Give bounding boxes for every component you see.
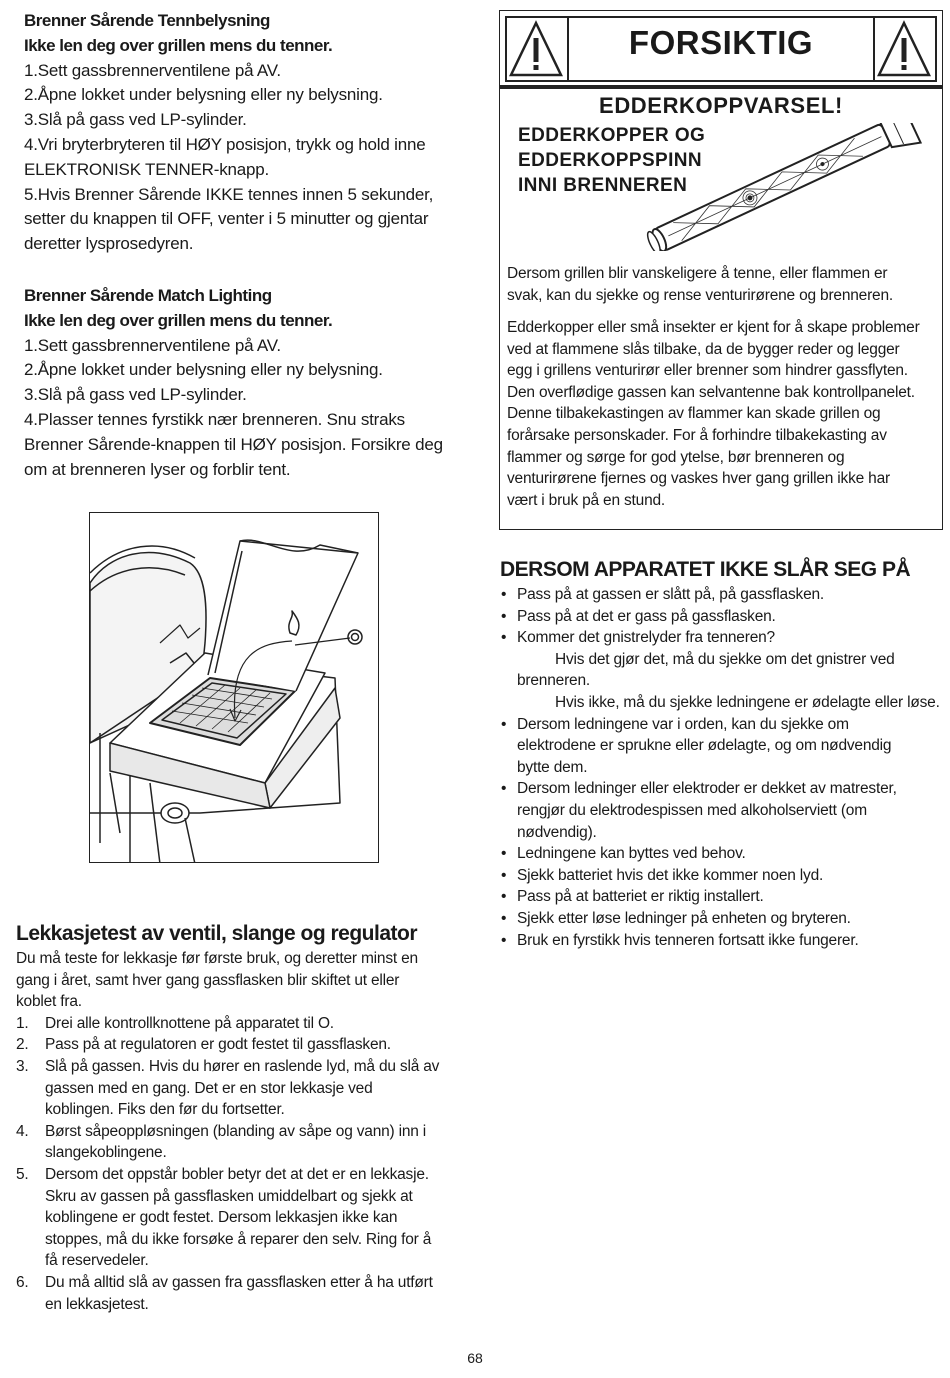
step-line: 4.Vri bryterbryteren til HØY posisjon, trykk og hold inne: [24, 134, 426, 154]
troubleshooting-list: [501, 584, 940, 951]
section-warning: Ikke len deg over grillen mens du tenner.: [24, 310, 333, 330]
list-item: 5. Dersom det oppstår bobler betyr det at det er en lekkasje. Skru av gassen på gassflasken umiddelbart og sjekk at koblingene er godt festet. Dersom lekkasjen ikke kan stoppes, må du ikke forsøke å reparer den selv. Ring for å få reservedeler.: [16, 1165, 432, 1270]
grill-side-burner-illustration: [89, 512, 379, 863]
troubleshooting-title: DERSOM APPARATET IKKE SLÅR SEG PÅ: [500, 558, 911, 581]
warning-triangle-icon: [507, 18, 569, 80]
bullet-icon: •: [501, 607, 507, 625]
bullet-icon: •: [501, 629, 507, 647]
step-line: 2.Åpne lokket under belysning eller ny belysning.: [24, 360, 383, 380]
list-item: • Bruk en fyrstikk hvis tenneren fortsatt ikke fungerer.: [501, 930, 940, 952]
step-line: 4.Plasser tennes fyrstikk nær brenneren. Snu straks: [24, 409, 405, 429]
bullet-icon: •: [501, 586, 507, 603]
intro-line: gang i året, samt hver gang gassflasken blir skiftet ut eller: [16, 971, 400, 989]
step-line: setter du knappen til OFF, venter i 5 minutter og gjentar: [24, 209, 429, 229]
step-line: Brenner Sårende-knappen til HØY posisjon. Forsikre deg: [24, 434, 443, 454]
step-line: om at brenneren lyser og forblir tent.: [24, 459, 291, 479]
caution-divider: [500, 85, 942, 89]
item-number: 5.: [16, 1165, 29, 1183]
list-item: • Ledningene kan byttes ved behov.: [501, 843, 940, 865]
intro-line: koblet fra.: [16, 993, 82, 1011]
list-item: • Pass på at gassen er slått på, på gassflasken.: [501, 584, 940, 606]
caution-box: [499, 10, 943, 530]
bullet-icon: •: [501, 845, 507, 863]
caution-header: [505, 16, 937, 82]
bullet-icon: •: [501, 931, 507, 949]
item-number: 3.: [16, 1057, 29, 1075]
match-lighting-section: [24, 284, 443, 482]
step-line: 2.Åpne lokket under belysning eller ny belysning.: [24, 85, 383, 105]
bullet-icon: •: [501, 909, 507, 927]
list-item: 3. Slå på gassen. Hvis du hører en raslende lyd, må du slå av gassen med en gang. Det er en stor lekkasje ved koblingen. Fiks den før du fortsetter.: [16, 1057, 440, 1119]
list-item: • Dersom ledningene var i orden, kan du sjekke om elektrodene er sprukne eller ødelagte, og om nødvendig bytte dem.: [501, 715, 892, 776]
intro-line: Du må teste for lekkasje før første bruk, og deretter minst en: [16, 950, 418, 967]
spider-warning-title: EDDERKOPPVARSEL!: [599, 93, 843, 118]
step-line: 1.Sett gassbrennerventilene på AV.: [24, 60, 281, 80]
spider-warning-subtitle: EDDERKOPPER OG EDDERKOPPSPINN INNI BRENNEREN: [518, 125, 706, 196]
caution-title: FORSIKTIG: [628, 24, 814, 61]
list-item: 6. Du må alltid slå av gassen fra gassflasken etter å ha utført en lekkasjetest.: [16, 1273, 433, 1313]
spider-paragraph-1: Dersom grillen blir vanskeligere å tenne, eller flammen er svak, kan du sjekke og rense venturirørene og brenneren.: [507, 265, 893, 304]
step-line: 1.Sett gassbrennerventilene på AV.: [24, 335, 281, 355]
leak-test-body: [16, 948, 439, 1315]
warning-triangle-icon: [873, 18, 935, 80]
bullet-icon: •: [501, 866, 507, 884]
step-line: 3.Slå på gass ved LP-sylinder.: [24, 385, 247, 405]
list-item: • Dersom ledninger eller elektroder er dekket av matrester, rengjør du elektrodespissen med alkoholserviett (om nødvendig).: [501, 780, 897, 841]
list-item: • Sjekk batteriet hvis det ikke kommer noen lyd.: [501, 865, 940, 887]
section-warning: Ikke len deg over grillen mens du tenner.: [24, 35, 333, 55]
list-item: • Pass på at det er gass på gassflasken.: [501, 606, 940, 628]
leak-test-title: Lekkasjetest av ventil, slange og regulator: [16, 922, 417, 945]
item-number: 6.: [16, 1273, 29, 1291]
item-number: 4.: [16, 1122, 29, 1140]
step-line: 5.Hvis Brenner Sårende IKKE tennes innen 5 sekunder,: [24, 184, 434, 204]
venturi-tube-spider-icon: [628, 123, 928, 251]
list-item: • Sjekk etter løse ledninger på enheten og bryteren.: [501, 908, 940, 930]
step-line: ELEKTRONISK TENNER-knapp.: [24, 159, 270, 179]
electronic-lighting-section: [24, 9, 433, 257]
bullet-icon: •: [501, 888, 507, 906]
spider-paragraph-2: Edderkopper eller små insekter er kjent for å skape problemer ved at flammene slås tilbake, da de bygger reder og legger egg i grillens venturirør eller brenner som hindrer gassflyten. Den overflødige gassen kan selvantenne bak kontrollpanelet. Denne tilbakekastingen av flammer kan skade grillen og forårsake personskader. For å forhindre tilbakekasting av flammer og sørge for god ytelse, bør brenneren og venturirørene fjernes og vaskes hver gang grillen ikke har vært i bruk på en stund.: [507, 319, 920, 509]
list-item: • Kommer det gnistrelyder fra tenneren? Hvis det gjør det, må du sjekke om det gnistrer ved brenneren. Hvis ikke, må du sjekke ledningene er ødelagte eller løse.: [501, 629, 940, 711]
item-number: 2.: [16, 1036, 29, 1054]
section-title: Brenner Sårende Tennbelysning: [24, 11, 270, 30]
page-number: 68: [467, 1350, 483, 1366]
list-item: 1. Drei alle kontrollknottene på apparatet til O.: [16, 1013, 439, 1035]
list-item: 4. Børst såpeoppløsningen (blanding av såpe og vann) inn i slangekoblingene.: [16, 1122, 427, 1162]
bullet-icon: •: [501, 780, 507, 798]
list-item: • Pass på at batteriet er riktig installert.: [501, 886, 940, 908]
item-number: 1.: [16, 1014, 29, 1032]
section-title: Brenner Sårende Match Lighting: [24, 286, 272, 305]
step-line: deretter lysprosedyren.: [24, 234, 194, 254]
list-item: 2. Pass på at regulatoren er godt festet til gassflasken.: [16, 1034, 439, 1056]
step-line: 3.Slå på gass ved LP-sylinder.: [24, 110, 247, 130]
bullet-icon: •: [501, 715, 507, 733]
